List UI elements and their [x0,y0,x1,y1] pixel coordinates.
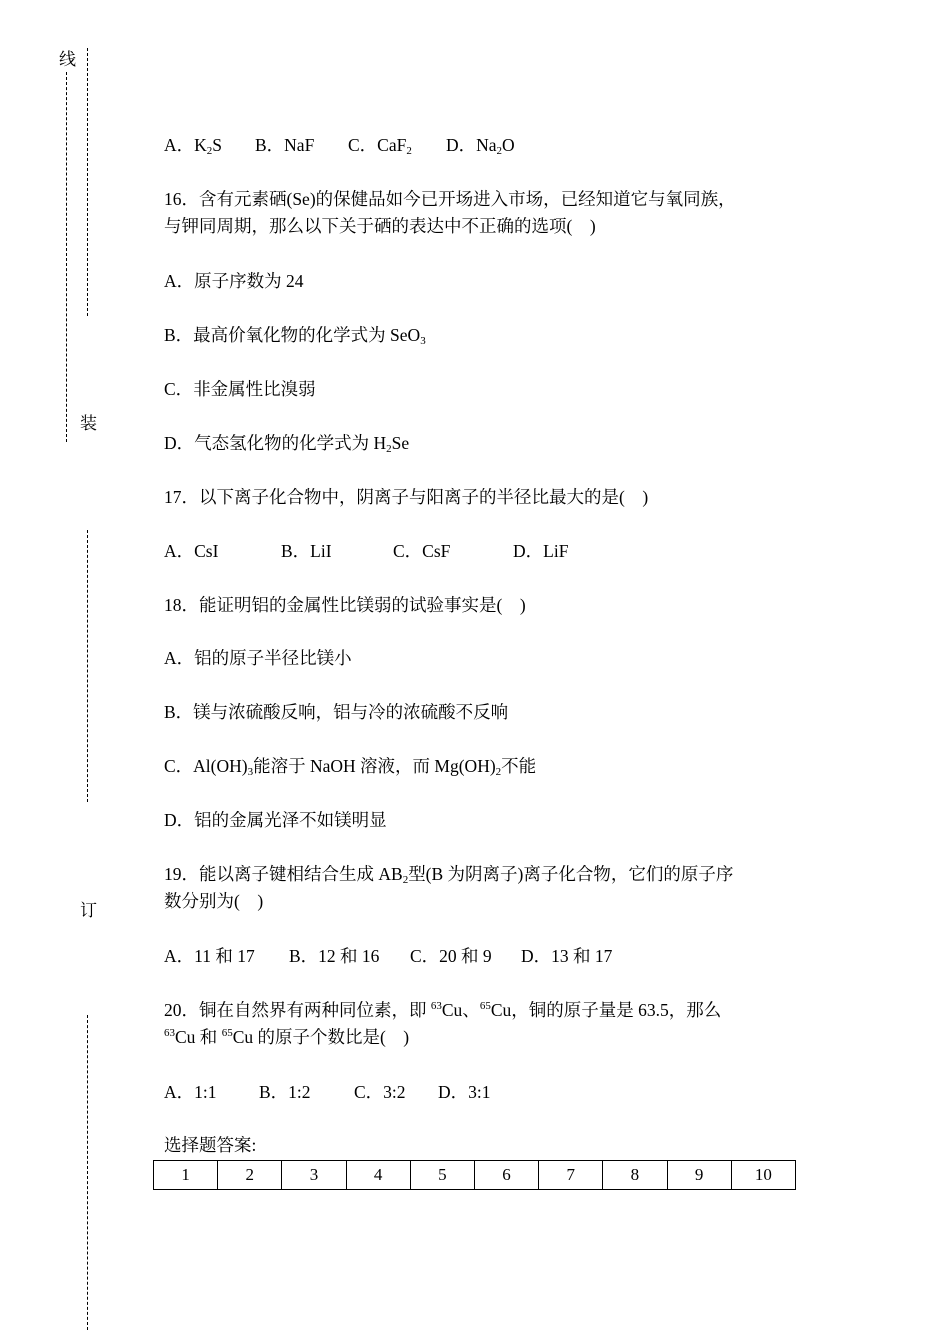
q16-option-b: B．最高价氧化物的化学式为 SeO$_3$ [164,325,426,347]
q16-option-a: A．原子序数为 24 [164,271,304,291]
q15-option-c: C．CaF$_2$ [348,135,412,157]
binding-line-inner-2 [87,530,88,802]
q19-options [164,943,804,970]
margin-staple-label: 订 [80,901,97,920]
q15-option-d: D．$Na_2O$ [446,135,515,157]
binding-line-inner-3 [87,1015,88,1330]
margin-bind-label: 装 [80,414,97,433]
q15-options [164,132,804,159]
answer-column-1: 1 [154,1161,218,1190]
q19-option-d: D．13 和 17 [521,946,613,966]
q15-option-b: B．NaF [255,135,315,155]
q16-option-d: D．气态氢化物的化学式为 $H_2Se$ [164,433,410,455]
q20-option-d: D．3:1 [438,1082,491,1102]
q19-option-a: A．11 和 17 [164,946,255,966]
answer-column-6: 6 [474,1161,538,1190]
q20-options [164,1079,804,1106]
binding-line-outer [66,72,67,442]
q19-stem-line1: 19．能以离子键相结合生成 $AB_2$型(B 为阴离子)离子化合物，它们的原子序 [164,864,734,886]
q18-option-a: A．铝的原子半径比镁小 [164,648,352,668]
q16-stem-line2: 与钾同周期，那么以下关于硒的表达中不正确的选项( ) [164,216,596,236]
q19-stem [164,861,804,915]
q17-option-c: C．CsF [393,541,451,561]
q15-option-a: A．$K_2S$ [164,135,223,157]
q19-option-c: C．20 和 9 [410,946,492,966]
answer-table [153,1160,796,1190]
answer-column-8: 8 [603,1161,667,1190]
q17-option-b: B．LiI [281,541,332,561]
answer-section-label: 选择题答案: [164,1135,257,1155]
answer-column-9: 9 [667,1161,731,1190]
q18-option-c: C．$Al(OH)_3$能溶于 NaOH 溶液，而 $Mg(OH)_2$不能 [164,756,537,778]
q16-stem [164,186,804,240]
q19-option-b: B．12 和 16 [289,946,380,966]
q20-stem-line1: 20．铜在自然界有两种同位素，即 $^{63}$Cu、$^{65}$Cu，铜的原子量是 63.5，那么 [164,1000,722,1020]
q16-option-c: C．非金属性比溴弱 [164,379,316,399]
margin-line-label: 线 [59,50,76,69]
q18-option-d: D．铝的金属光泽不如镁明显 [164,810,387,830]
q17-stem: 17．以下离子化合物中，阴离子与阳离子的半径比最大的是( ) [164,487,649,507]
q20-option-c: C．3:2 [354,1082,406,1102]
answer-column-7: 7 [539,1161,603,1190]
answer-column-5: 5 [410,1161,474,1190]
binding-line-inner-1 [87,48,88,316]
answer-column-3: 3 [282,1161,346,1190]
q17-options [164,538,804,565]
q20-option-a: A．1:1 [164,1082,217,1102]
answer-column-10: 10 [731,1161,795,1190]
q18-option-b: B．镁与浓硫酸反响，铝与冷的浓硫酸不反响 [164,702,509,722]
q19-stem-line2: 数分别为( ) [164,891,264,911]
q17-option-d: D．LiF [513,541,569,561]
q16-stem-line1: 16．含有元素硒(Se)的保健品如今已开场进入市场，已经知道它与氧同族， [164,189,736,209]
answer-table-header-row [154,1161,796,1190]
q20-option-b: B．1:2 [259,1082,311,1102]
answer-column-2: 2 [218,1161,282,1190]
q18-stem: 18．能证明铝的金属性比镁弱的试验事实是( ) [164,595,526,615]
q20-stem [164,997,804,1051]
q17-option-a: A．CsI [164,541,219,561]
answer-column-4: 4 [346,1161,410,1190]
q20-stem-line2: $^{63}$Cu 和 $^{65}$Cu 的原子个数比是( ) [164,1027,410,1047]
